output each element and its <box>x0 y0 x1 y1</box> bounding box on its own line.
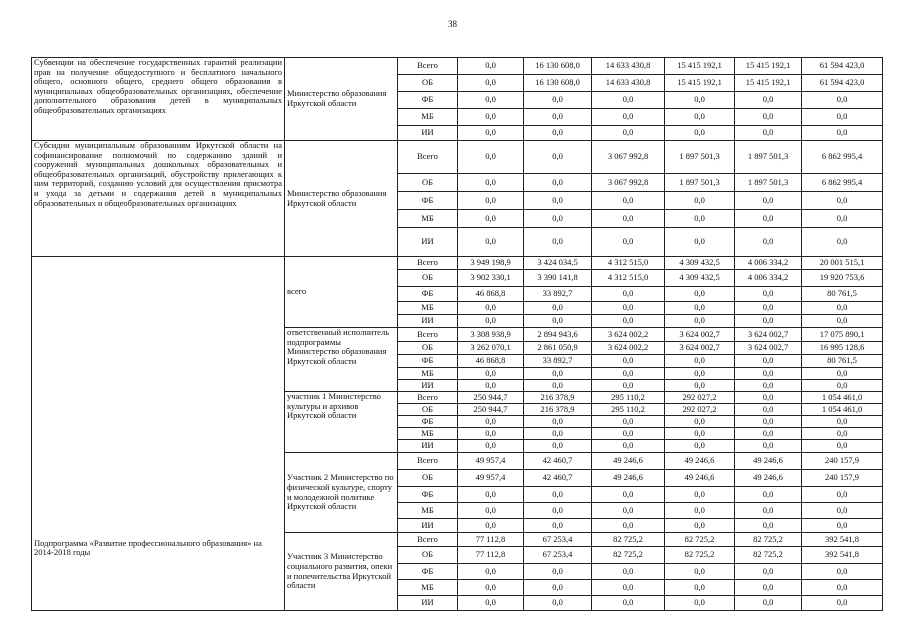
year-value: 4 312 515,0 <box>592 270 665 287</box>
executor-name: участник 1 Министерство культуры и архивов Иркутской области <box>285 392 398 453</box>
funding-source: ИИ <box>398 126 458 141</box>
year-value: 0,0 <box>524 126 592 141</box>
executor-name: Министерство образования Иркутской области <box>285 58 398 141</box>
year-value: 0,0 <box>735 368 802 380</box>
total-value: 0,0 <box>802 380 883 392</box>
year-value: 46 868,8 <box>458 355 524 368</box>
year-value: 0,0 <box>458 596 524 611</box>
year-value: 0,0 <box>665 302 735 315</box>
page-number: 38 <box>448 19 457 29</box>
funding-source: МБ <box>398 580 458 596</box>
year-value: 0,0 <box>458 174 524 192</box>
year-value: 49 246,6 <box>592 470 665 487</box>
year-value: 0,0 <box>524 440 592 453</box>
year-value: 0,0 <box>592 126 665 141</box>
total-value: 0,0 <box>802 92 883 109</box>
funding-source: ОБ <box>398 342 458 355</box>
funding-source: Всего <box>398 328 458 342</box>
total-value: 240 157,9 <box>802 453 883 470</box>
year-value: 0,0 <box>458 192 524 210</box>
total-value: 0,0 <box>802 315 883 328</box>
funding-source: ОБ <box>398 547 458 564</box>
year-value: 0,0 <box>735 380 802 392</box>
year-value: 0,0 <box>735 440 802 453</box>
funding-source: ФБ <box>398 287 458 302</box>
year-value: 0,0 <box>524 428 592 440</box>
executor-name: ответственный исполнитель подпрограммы Министерство образования Иркутской области <box>285 328 398 392</box>
year-value: 0,0 <box>735 92 802 109</box>
year-value: 3 308 938,9 <box>458 328 524 342</box>
year-value: 0,0 <box>524 174 592 192</box>
funding-source: ИИ <box>398 519 458 533</box>
total-value: 1 054 461,0 <box>802 404 883 416</box>
year-value: 0,0 <box>735 210 802 228</box>
year-value: 0,0 <box>735 109 802 126</box>
year-value: 0,0 <box>592 416 665 428</box>
year-value: 0,0 <box>458 487 524 503</box>
year-value: 3 067 992,8 <box>592 174 665 192</box>
year-value: 0,0 <box>735 287 802 302</box>
year-value: 0,0 <box>458 210 524 228</box>
funding-source: Всего <box>398 58 458 75</box>
year-value: 0,0 <box>735 428 802 440</box>
year-value: 0,0 <box>665 109 735 126</box>
total-value: 0,0 <box>802 519 883 533</box>
year-value: 0,0 <box>458 368 524 380</box>
funding-source: МБ <box>398 302 458 315</box>
year-value: 0,0 <box>458 58 524 75</box>
year-value: 0,0 <box>524 141 592 174</box>
year-value: 0,0 <box>458 519 524 533</box>
total-value: 392 541,8 <box>802 547 883 564</box>
funding-source: ИИ <box>398 440 458 453</box>
measure-description: Субвенции на обеспечение государственных гарантий реализации прав на получение общедоступного и бесплатного начального общего, основного общего, среднего общего образования в муниципальных общеобразовательных организациях, обеспечение дополнительного образования детей в муниципальных общеобразовательных организациях <box>32 58 285 141</box>
year-value: 67 253,4 <box>524 547 592 564</box>
year-value: 0,0 <box>592 368 665 380</box>
year-value: 0,0 <box>458 503 524 519</box>
year-value: 0,0 <box>665 126 735 141</box>
year-value: 0,0 <box>665 315 735 328</box>
year-value: 0,0 <box>524 192 592 210</box>
total-value: 0,0 <box>802 428 883 440</box>
budget-table <box>31 57 883 611</box>
year-value: 216 378,9 <box>524 392 592 404</box>
year-value: 0,0 <box>592 355 665 368</box>
year-value: 0,0 <box>735 580 802 596</box>
year-value: 0,0 <box>735 564 802 580</box>
year-value: 216 378,9 <box>524 404 592 416</box>
executor-name: Министерство образования Иркутской области <box>285 141 398 257</box>
year-value: 67 253,4 <box>524 533 592 547</box>
year-value: 0,0 <box>592 92 665 109</box>
funding-source: ОБ <box>398 75 458 92</box>
year-value: 4 312 515,0 <box>592 257 665 270</box>
measure-description: Подпрограмма «Развитие профессионального образования» на 2014-2018 годы <box>32 257 285 611</box>
year-value: 49 957,4 <box>458 453 524 470</box>
total-value: 6 862 995,4 <box>802 141 883 174</box>
year-value: 0,0 <box>665 503 735 519</box>
year-value: 77 112,8 <box>458 533 524 547</box>
year-value: 0,0 <box>592 487 665 503</box>
year-value: 0,0 <box>735 519 802 533</box>
year-value: 4 006 334,2 <box>735 270 802 287</box>
year-value: 0,0 <box>735 596 802 611</box>
year-value: 0,0 <box>458 126 524 141</box>
year-value: 0,0 <box>524 228 592 257</box>
year-value: 0,0 <box>592 192 665 210</box>
year-value: 0,0 <box>592 228 665 257</box>
executor-name: Участник 2 Министерство по физической культуре, спорту и молодежной политике Иркутской области <box>285 453 398 533</box>
year-value: 4 309 432,5 <box>665 270 735 287</box>
table-row <box>32 58 883 75</box>
year-value: 0,0 <box>735 503 802 519</box>
total-value: 0,0 <box>802 126 883 141</box>
year-value: 0,0 <box>665 92 735 109</box>
year-value: 0,0 <box>524 92 592 109</box>
year-value: 0,0 <box>665 487 735 503</box>
year-value: 15 415 192,1 <box>735 75 802 92</box>
year-value: 295 110,2 <box>592 404 665 416</box>
year-value: 14 633 430,8 <box>592 58 665 75</box>
year-value: 1 897 501,3 <box>735 141 802 174</box>
year-value: 292 027,2 <box>665 404 735 416</box>
funding-source: ИИ <box>398 380 458 392</box>
year-value: 4 006 334,2 <box>735 257 802 270</box>
year-value: 0,0 <box>524 503 592 519</box>
year-value: 82 725,2 <box>592 533 665 547</box>
year-value: 0,0 <box>524 487 592 503</box>
funding-source: МБ <box>398 368 458 380</box>
year-value: 46 868,8 <box>458 287 524 302</box>
total-value: 0,0 <box>802 228 883 257</box>
year-value: 1 897 501,3 <box>665 141 735 174</box>
year-value: 16 130 608,0 <box>524 58 592 75</box>
year-value: 3 624 002,7 <box>665 328 735 342</box>
year-value: 0,0 <box>665 192 735 210</box>
year-value: 0,0 <box>735 315 802 328</box>
year-value: 0,0 <box>735 404 802 416</box>
year-value: 2 894 943,6 <box>524 328 592 342</box>
year-value: 0,0 <box>524 596 592 611</box>
total-value: 6 862 995,4 <box>802 174 883 192</box>
total-value: 0,0 <box>802 368 883 380</box>
year-value: 0,0 <box>665 564 735 580</box>
year-value: 0,0 <box>592 380 665 392</box>
funding-source: Всего <box>398 392 458 404</box>
year-value: 0,0 <box>735 487 802 503</box>
total-value: 0,0 <box>802 192 883 210</box>
funding-source: ИИ <box>398 315 458 328</box>
table-row <box>32 257 883 270</box>
year-value: 0,0 <box>592 302 665 315</box>
year-value: 16 130 608,0 <box>524 75 592 92</box>
year-value: 49 957,4 <box>458 470 524 487</box>
year-value: 0,0 <box>524 416 592 428</box>
total-value: 0,0 <box>802 440 883 453</box>
total-value: 0,0 <box>802 596 883 611</box>
year-value: 4 309 432,5 <box>665 257 735 270</box>
year-value: 0,0 <box>665 440 735 453</box>
year-value: 0,0 <box>524 315 592 328</box>
funding-source: ФБ <box>398 92 458 109</box>
year-value: 3 390 141,8 <box>524 270 592 287</box>
year-value: 0,0 <box>665 380 735 392</box>
year-value: 0,0 <box>665 519 735 533</box>
funding-source: Всего <box>398 141 458 174</box>
year-value: 0,0 <box>458 380 524 392</box>
year-value: 0,0 <box>665 428 735 440</box>
year-value: 3 624 002,2 <box>592 328 665 342</box>
year-value: 33 892,7 <box>524 355 592 368</box>
total-value: 0,0 <box>802 487 883 503</box>
year-value: 0,0 <box>735 192 802 210</box>
year-value: 3 624 002,7 <box>665 342 735 355</box>
year-value: 0,0 <box>592 109 665 126</box>
year-value: 0,0 <box>665 368 735 380</box>
year-value: 33 892,7 <box>524 287 592 302</box>
funding-source: ФБ <box>398 416 458 428</box>
year-value: 0,0 <box>592 596 665 611</box>
year-value: 0,0 <box>458 228 524 257</box>
year-value: 0,0 <box>592 315 665 328</box>
measure-description: Субсидии муниципальным образованиям Иркутской области на софинансирование полномочий по содержанию зданий и сооружений муниципальных дошкольных образовательных и общеобразовательных организаций, обустройству прилегающих к ним территорий, созданию условий для осуществления присмотра и ухода за детьми и содержания детей в муниципальных образовательных и общеобразовательных организациях <box>32 141 285 257</box>
funding-source: ФБ <box>398 564 458 580</box>
year-value: 82 725,2 <box>592 547 665 564</box>
year-value: 0,0 <box>458 109 524 126</box>
year-value: 0,0 <box>458 315 524 328</box>
year-value: 0,0 <box>592 428 665 440</box>
total-value: 0,0 <box>802 210 883 228</box>
year-value: 295 110,2 <box>592 392 665 404</box>
total-value: 240 157,9 <box>802 470 883 487</box>
executor-name: всего <box>285 257 398 328</box>
total-value: 16 995 128,6 <box>802 342 883 355</box>
year-value: 0,0 <box>592 503 665 519</box>
year-value: 0,0 <box>665 287 735 302</box>
year-value: 3 067 992,8 <box>592 141 665 174</box>
total-value: 1 054 461,0 <box>802 392 883 404</box>
year-value: 0,0 <box>592 519 665 533</box>
year-value: 0,0 <box>524 210 592 228</box>
funding-source: МБ <box>398 428 458 440</box>
funding-source: Всего <box>398 257 458 270</box>
year-value: 42 460,7 <box>524 470 592 487</box>
year-value: 0,0 <box>592 564 665 580</box>
year-value: 3 424 034,5 <box>524 257 592 270</box>
year-value: 49 246,6 <box>665 470 735 487</box>
funding-source: МБ <box>398 109 458 126</box>
year-value: 3 624 002,2 <box>592 342 665 355</box>
year-value: 2 861 050,9 <box>524 342 592 355</box>
total-value: 0,0 <box>802 580 883 596</box>
funding-source: ОБ <box>398 404 458 416</box>
total-value: 392 541,8 <box>802 533 883 547</box>
total-value: 17 075 890,1 <box>802 328 883 342</box>
funding-source: ФБ <box>398 487 458 503</box>
total-value: 19 920 753,6 <box>802 270 883 287</box>
year-value: 0,0 <box>458 92 524 109</box>
year-value: 82 725,2 <box>665 547 735 564</box>
year-value: 0,0 <box>665 210 735 228</box>
funding-source: ОБ <box>398 270 458 287</box>
year-value: 3 624 002,7 <box>735 328 802 342</box>
funding-source: МБ <box>398 503 458 519</box>
total-value: 0,0 <box>802 302 883 315</box>
year-value: 0,0 <box>458 416 524 428</box>
year-value: 49 246,6 <box>665 453 735 470</box>
year-value: 0,0 <box>524 368 592 380</box>
year-value: 0,0 <box>735 416 802 428</box>
executor-name: Участник 3 Министерство социального развития, опеки и попечительства Иркутской области <box>285 533 398 611</box>
year-value: 0,0 <box>458 428 524 440</box>
year-value: 0,0 <box>592 440 665 453</box>
funding-source: ИИ <box>398 596 458 611</box>
year-value: 0,0 <box>592 210 665 228</box>
total-value: 61 594 423,0 <box>802 58 883 75</box>
total-value: 0,0 <box>802 416 883 428</box>
year-value: 3 949 198,9 <box>458 257 524 270</box>
year-value: 14 633 430,8 <box>592 75 665 92</box>
total-value: 0,0 <box>802 109 883 126</box>
year-value: 3 624 002,7 <box>735 342 802 355</box>
total-value: 0,0 <box>802 564 883 580</box>
funding-source: Всего <box>398 453 458 470</box>
year-value: 0,0 <box>524 109 592 126</box>
funding-source: ФБ <box>398 192 458 210</box>
year-value: 0,0 <box>592 580 665 596</box>
year-value: 42 460,7 <box>524 453 592 470</box>
year-value: 0,0 <box>458 580 524 596</box>
year-value: 0,0 <box>665 416 735 428</box>
year-value: 15 415 192,1 <box>665 58 735 75</box>
year-value: 1 897 501,3 <box>735 174 802 192</box>
funding-source: МБ <box>398 210 458 228</box>
year-value: 82 725,2 <box>735 547 802 564</box>
year-value: 3 262 070,1 <box>458 342 524 355</box>
total-value: 20 001 515,1 <box>802 257 883 270</box>
year-value: 0,0 <box>524 519 592 533</box>
total-value: 61 594 423,0 <box>802 75 883 92</box>
year-value: 0,0 <box>735 355 802 368</box>
year-value: 0,0 <box>735 302 802 315</box>
year-value: 0,0 <box>458 141 524 174</box>
year-value: 0,0 <box>524 580 592 596</box>
year-value: 0,0 <box>458 564 524 580</box>
year-value: 0,0 <box>665 580 735 596</box>
year-value: 49 246,6 <box>592 453 665 470</box>
year-value: 82 725,2 <box>665 533 735 547</box>
year-value: 292 027,2 <box>665 392 735 404</box>
total-value: 80 761,5 <box>802 355 883 368</box>
funding-source: Всего <box>398 533 458 547</box>
year-value: 0,0 <box>592 287 665 302</box>
year-value: 77 112,8 <box>458 547 524 564</box>
funding-source: ФБ <box>398 355 458 368</box>
year-value: 0,0 <box>458 75 524 92</box>
year-value: 250 944,7 <box>458 392 524 404</box>
year-value: 0,0 <box>735 126 802 141</box>
year-value: 0,0 <box>665 596 735 611</box>
year-value: 0,0 <box>665 228 735 257</box>
year-value: 0,0 <box>524 564 592 580</box>
funding-source: ИИ <box>398 228 458 257</box>
year-value: 49 246,6 <box>735 453 802 470</box>
year-value: 0,0 <box>735 392 802 404</box>
total-value: 0,0 <box>802 503 883 519</box>
year-value: 250 944,7 <box>458 404 524 416</box>
funding-source: ОБ <box>398 470 458 487</box>
year-value: 15 415 192,1 <box>665 75 735 92</box>
funding-source: ОБ <box>398 174 458 192</box>
year-value: 0,0 <box>665 355 735 368</box>
year-value: 0,0 <box>524 380 592 392</box>
year-value: 0,0 <box>458 440 524 453</box>
table-row <box>32 141 883 174</box>
year-value: 0,0 <box>458 302 524 315</box>
year-value: 49 246,6 <box>735 470 802 487</box>
year-value: 0,0 <box>735 228 802 257</box>
year-value: 0,0 <box>524 302 592 315</box>
total-value: 80 761,5 <box>802 287 883 302</box>
year-value: 3 902 330,1 <box>458 270 524 287</box>
year-value: 82 725,2 <box>735 533 802 547</box>
year-value: 15 415 192,1 <box>735 58 802 75</box>
year-value: 1 897 501,3 <box>665 174 735 192</box>
